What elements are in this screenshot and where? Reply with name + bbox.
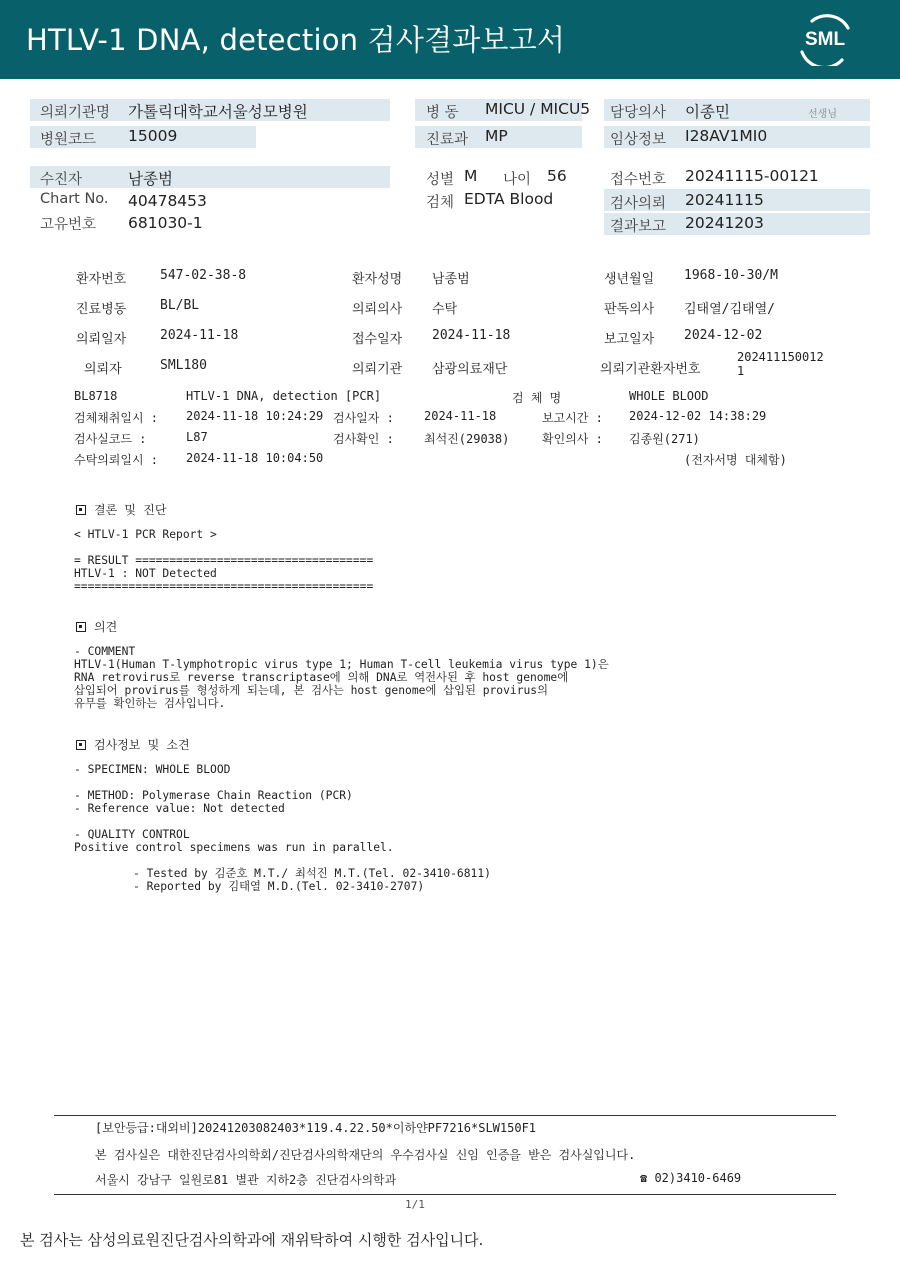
section-box-icon bbox=[76, 622, 86, 632]
result-end-line: ============================================ bbox=[74, 580, 374, 593]
uid-label: 고유번호 bbox=[40, 217, 97, 233]
security-line: [보안등급:대외비]20241203082403*119.4.22.50*이하얀PF7216*SLW150F1 bbox=[95, 1121, 537, 1135]
req-value: 20241115 bbox=[685, 191, 764, 209]
receipt-label: 접수번호 bbox=[610, 172, 667, 188]
test-specimen-value: WHOLE BLOOD bbox=[629, 389, 709, 403]
requester-label: 의뢰자 bbox=[84, 362, 122, 377]
result-value: 20241203 bbox=[685, 214, 764, 232]
clinical-label: 임상정보 bbox=[610, 132, 667, 148]
pname-label: 환자성명 bbox=[352, 272, 403, 287]
qc-head: - QUALITY CONTROL bbox=[74, 828, 190, 841]
outsourced-label: 수탁의뢰일시 : bbox=[74, 453, 159, 467]
pname-value: 남종범 bbox=[432, 272, 470, 287]
comment-head: - COMMENT bbox=[74, 645, 136, 658]
patient-label: 수진자 bbox=[40, 172, 83, 188]
reader-value: 김태열/김태열/ bbox=[684, 302, 776, 317]
comment-line-2: RNA retrovirus로 reverse transcriptase에 의해 DNA로 역전사된 후 host genome에 bbox=[74, 671, 569, 684]
recvdate-label: 접수일자 bbox=[352, 332, 403, 347]
result-value-line: HTLV-1 : NOT Detected bbox=[74, 567, 217, 580]
comment-line-1: HTLV-1(Human T-lymphotropic virus type 1; Human T-cell leukemia virus type 1)은 bbox=[74, 658, 609, 671]
code-label: 병원코드 bbox=[40, 132, 97, 148]
reqdate-label: 의뢰일자 bbox=[76, 332, 127, 347]
testdate-label: 검사일자 : bbox=[333, 411, 394, 425]
doctor-suffix: 선생님 bbox=[808, 109, 837, 120]
outsourced-value: 2024-11-18 10:04:50 bbox=[186, 451, 324, 465]
test-name: HTLV-1 DNA, detection [PCR] bbox=[186, 389, 382, 403]
section-box-icon bbox=[76, 740, 86, 750]
uid-value: 681030-1 bbox=[128, 214, 203, 232]
info-heading: 검사정보 및 소견 bbox=[76, 736, 190, 753]
age-label: 나이 bbox=[503, 172, 532, 188]
report-header bbox=[0, 0, 900, 79]
reader-label: 판독의사 bbox=[604, 302, 655, 317]
reqdate-value: 2024-11-18 bbox=[160, 328, 239, 343]
ward-value: MICU / MICU5 bbox=[485, 100, 591, 118]
method-line: - METHOD: Polymerase Chain Reaction (PCR) bbox=[74, 789, 353, 802]
cert-line: 본 검사실은 대한진단검사의학회/진단검사의학재단의 우수검사실 신임 인증을 받은 검사실입니다. bbox=[95, 1148, 636, 1162]
approver-value: 김종원(271) bbox=[629, 432, 700, 446]
reqdoc-label: 의뢰의사 bbox=[352, 302, 403, 317]
reptime-label: 보고시간 : bbox=[542, 411, 603, 425]
confirm-label: 검사확인 : bbox=[333, 432, 394, 446]
pno-label: 환자번호 bbox=[76, 272, 127, 287]
chart-label: Chart No. bbox=[40, 191, 109, 207]
reqorg-value: 삼광의료재단 bbox=[432, 362, 508, 377]
reported-line: - Reported by 김태열 M.D.(Tel. 02-3410-2707) bbox=[133, 880, 425, 893]
opinion-heading: 의견 bbox=[76, 618, 117, 635]
receipt-value: 20241115-00121 bbox=[685, 167, 819, 185]
reqorg-label: 의뢰기관 bbox=[352, 362, 403, 377]
page-number: 1/1 bbox=[405, 1198, 425, 1211]
specimen-line: - SPECIMEN: WHOLE BLOOD bbox=[74, 763, 231, 776]
pno-value: 547-02-38-8 bbox=[160, 268, 247, 283]
comment-line-4: 유무를 확인하는 검사입니다. bbox=[74, 697, 226, 710]
doctor-value: 이종민 bbox=[685, 103, 730, 121]
confirm-value: 최석진(29038) bbox=[424, 432, 510, 446]
clinical-value: I28AV1MI0 bbox=[685, 127, 768, 145]
specimen-label: 검체 bbox=[426, 195, 455, 211]
footer-bottom-divider bbox=[54, 1194, 836, 1195]
approver-label: 확인의사 : bbox=[542, 432, 603, 446]
hospital-label: 의뢰기관명 bbox=[40, 105, 111, 121]
recvdate-value: 2024-11-18 bbox=[432, 328, 511, 343]
address-line: 서울시 강남구 일원로81 별관 지하2층 진단검사의학과 bbox=[95, 1173, 397, 1187]
phone-line: ☎ 02)3410-6469 bbox=[640, 1171, 742, 1185]
collect-value: 2024-11-18 10:24:29 bbox=[186, 409, 324, 423]
req-label: 검사의뢰 bbox=[610, 196, 667, 212]
dept-value: MP bbox=[485, 127, 508, 145]
collect-label: 검체채취일시 : bbox=[74, 411, 159, 425]
comment-line-3: 삽입되어 provirus를 형성하게 되는데, 본 검사는 host genome에 삽입된 provirus의 bbox=[74, 684, 549, 697]
reference-line: - Reference value: Not detected bbox=[74, 802, 285, 815]
svg-text:SML: SML bbox=[804, 29, 846, 50]
section-box-icon bbox=[76, 505, 86, 515]
repdate-label: 보고일자 bbox=[604, 332, 655, 347]
sml-logo bbox=[796, 12, 854, 66]
room-label: 검사실코드 : bbox=[74, 432, 147, 446]
test-code: BL8718 bbox=[74, 389, 118, 403]
esign-note: (전자서명 대체함) bbox=[684, 453, 787, 467]
reqdoc-value: 수탁 bbox=[432, 302, 458, 317]
ward-grid-value: BL/BL bbox=[160, 298, 200, 313]
ward-label: 병 동 bbox=[426, 105, 459, 121]
orgpno-label: 의뢰기관환자번호 bbox=[600, 362, 701, 377]
patient-value: 남종범 bbox=[128, 170, 173, 188]
footer-top-divider bbox=[54, 1115, 836, 1116]
hospital-value: 가톨릭대학교서울성모병원 bbox=[128, 103, 308, 121]
orgpno-value-2: 1 bbox=[737, 364, 745, 378]
orgpno-value-1: 202411150012 bbox=[737, 350, 824, 364]
dept-label: 진료과 bbox=[426, 132, 469, 148]
doctor-label: 담당의사 bbox=[610, 105, 667, 121]
qc-line: Positive control specimens was run in parallel. bbox=[74, 841, 394, 854]
conclusion-heading: 결론 및 진단 bbox=[76, 501, 166, 518]
room-value: L87 bbox=[186, 430, 208, 444]
dob-label: 생년월일 bbox=[604, 272, 655, 287]
reptime-value: 2024-12-02 14:38:29 bbox=[629, 409, 767, 423]
pcr-report-title: < HTLV-1 PCR Report > bbox=[74, 528, 217, 541]
specimen-value: EDTA Blood bbox=[464, 190, 554, 208]
repdate-value: 2024-12-02 bbox=[684, 328, 763, 343]
report-title: HTLV-1 DNA, detection 검사결과보고서 bbox=[26, 23, 566, 57]
ward-grid-label: 진료병동 bbox=[76, 302, 127, 317]
requester-value: SML180 bbox=[160, 358, 207, 373]
patient-row-bg bbox=[30, 166, 390, 188]
chart-value: 40478453 bbox=[128, 192, 207, 210]
test-specimen-label: 검 체 명 bbox=[512, 391, 562, 405]
age-value: 56 bbox=[547, 167, 567, 185]
result-header-line: = RESULT =================================== bbox=[74, 554, 374, 567]
testdate-value: 2024-11-18 bbox=[424, 409, 497, 423]
sex-label: 성별 bbox=[426, 172, 455, 188]
sex-value: M bbox=[464, 167, 478, 185]
code-value: 15009 bbox=[128, 127, 178, 145]
outsourcing-notice: 본 검사는 삼성의료원진단검사의학과에 재위탁하여 시행한 검사입니다. bbox=[20, 1231, 484, 1249]
result-label: 결과보고 bbox=[610, 219, 667, 235]
tested-line: - Tested by 김준호 M.T./ 최석진 M.T.(Tel. 02-3410-6811) bbox=[133, 867, 491, 880]
dob-value: 1968-10-30/M bbox=[684, 268, 778, 283]
